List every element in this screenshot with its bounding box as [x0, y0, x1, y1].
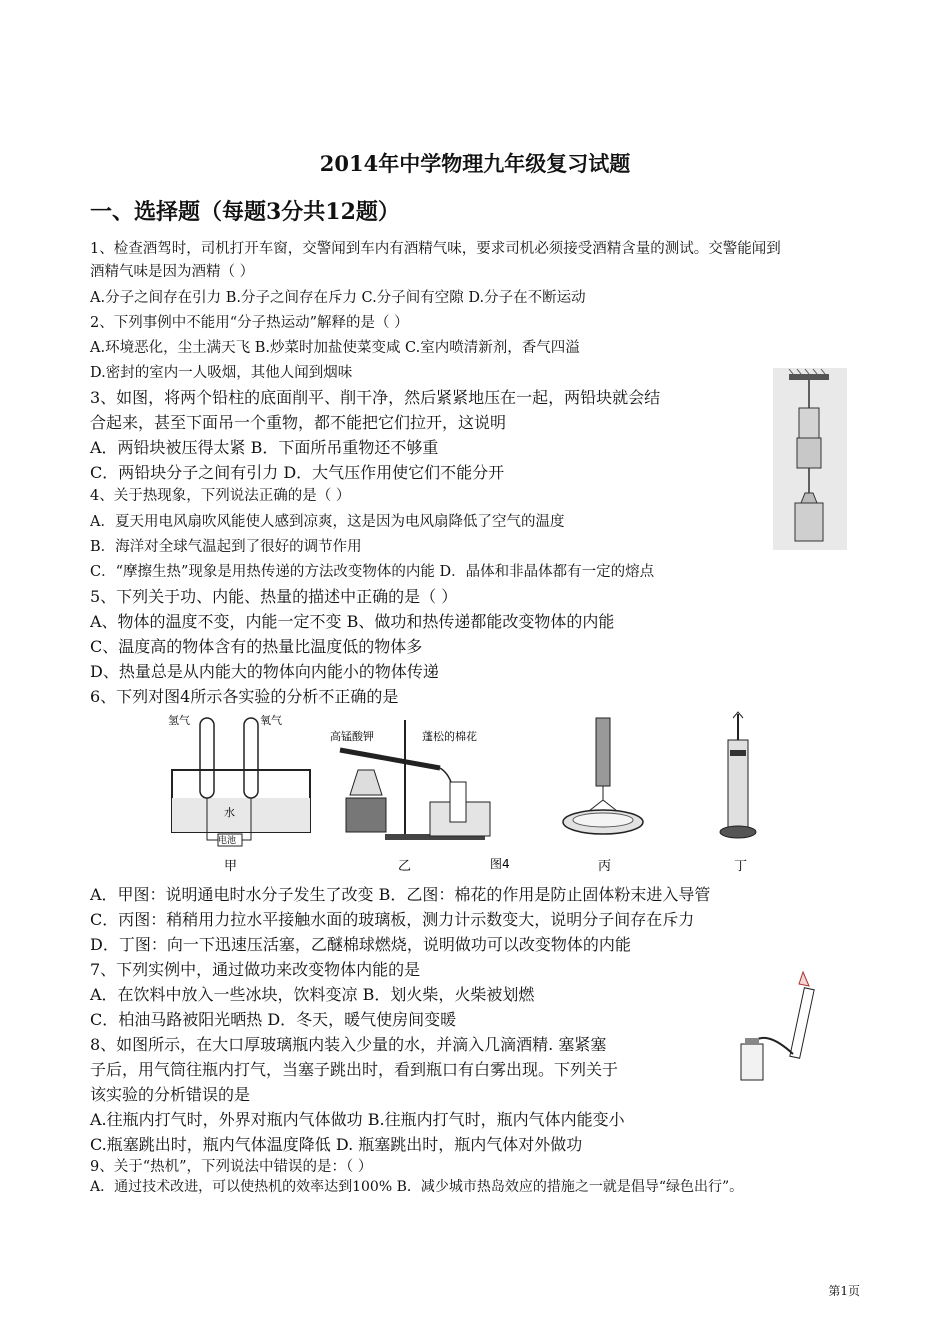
bottle-pump-figure [735, 968, 835, 1086]
q6-option-c: C．丙图：稍稍用力拉水平接触水面的玻璃板，测力计示数变大，说明分子间存在斥力 [90, 910, 695, 929]
label-hydrogen: 氢气 [168, 714, 190, 727]
page-number: 第1页 [828, 1284, 860, 1298]
q8-line-1: 8、如图所示，在大口厚玻璃瓶内装入少量的水，并滴入几滴酒精. 塞紧塞 [90, 1035, 607, 1054]
q5-option-c: C、温度高的物体含有的热量比温度低的物体多 [90, 637, 423, 656]
q3-line-1: 3、如图，将两个铅柱的底面削平、削干净，然后紧紧地压在一起，两铅块就会结 [90, 388, 661, 407]
q4-option-cd: C．“摩擦生热”现象是用热传递的方法改变物体的内能 D．晶体和非晶体都有一定的熔点 [90, 564, 655, 580]
q5-options-ab: A、物体的温度不变，内能一定不变 B、做功和热传递都能改变物体的内能 [90, 612, 615, 631]
q8-line-2: 子后，用气筒往瓶内打气，当塞子跳出时，看到瓶口有白雾出现。下列关于 [90, 1060, 619, 1079]
q7-options-cd: C．柏油马路被阳光晒热 D．冬天，暖气使房间变暖 [90, 1010, 457, 1029]
label-cotton: 蓬松的棉花 [422, 730, 477, 743]
q2-stem: 2、下列事例中不能用“分子热运动”解释的是（ ） [90, 315, 409, 331]
q8-options-cd: C.瓶塞跳出时，瓶内气体温度降低 D. 瓶塞跳出时，瓶内气体对外做功 [90, 1135, 583, 1154]
q9-stem: 9、关于“热机”，下列说法中错误的是：（ ） [90, 1159, 373, 1175]
q3-line-2: 合起来，甚至下面吊一个重物，都不能把它们拉开，这说明 [90, 413, 507, 432]
q1-options: A.分子之间存在引力 B.分子之间存在斥力 C.分子间有空隙 D.分子在不断运动 [90, 290, 586, 306]
label-yi: 乙 [398, 859, 412, 874]
q7-stem: 7、下列实例中，通过做功来改变物体内能的是 [90, 960, 421, 979]
q1-line-2: 酒精气味是因为酒精（ ） [90, 264, 255, 280]
label-bing: 丙 [598, 859, 612, 874]
q4-stem: 4、关于热现象，下列说法正确的是（ ） [90, 488, 351, 504]
label-water: 水 [224, 806, 235, 819]
section-heading: 一、选择题（每题3分共12题） [90, 199, 400, 225]
q4-option-a: A．夏天用电风扇吹风能使人感到凉爽，这是因为电风扇降低了空气的温度 [90, 514, 565, 530]
q6-option-ab: A．甲图：说明通电时水分子发生了改变 B．乙图：棉花的作用是防止固体粉末进入导管 [90, 885, 711, 904]
q1-line-1: 1、检查酒驾时，司机打开车窗，交警闻到车内有酒精气味，要求司机必须接受酒精含量的测试。交警能闻到 [90, 241, 781, 257]
label-kmno4: 高锰酸钾 [330, 730, 374, 743]
q3-options-1: A．两铅块被压得太紧 B．下面所吊重物还不够重 [90, 438, 439, 457]
q6-option-d: D．丁图：向一下迅速压活塞，乙醚棉球燃烧，说明做功可以改变物体的内能 [90, 935, 631, 954]
figure-bing-spring-balance [563, 718, 643, 874]
q5-option-d: D、热量总是从内能大的物体向内能小的物体传递 [90, 662, 439, 681]
label-jia: 甲 [224, 859, 238, 874]
label-battery: 电池 [218, 836, 237, 846]
q4-option-b: B．海洋对全球气温起到了很好的调节作用 [90, 539, 362, 555]
figure-4-caption: 图4 [490, 857, 510, 871]
q9-options-ab: A．通过技术改进，可以使热机的效率达到100% B．减少城市热岛效应的措施之一就是倡导“绿色出行”。 [90, 1179, 744, 1195]
q2-options-1: A.环境恶化，尘土满天飞 B.炒菜时加盐使菜变咸 C.室内喷清新剂，香气四溢 [90, 340, 580, 356]
page-title: 2014年中学物理九年级复习试题 [319, 151, 631, 176]
q3-options-2: C．两铅块分子之间有引力 D．大气压作用使它们不能分开 [90, 463, 505, 482]
label-oxygen: 氧气 [260, 714, 282, 727]
q5-stem: 5、下列关于功、内能、热量的描述中正确的是（ ） [90, 587, 458, 606]
q2-options-2: D.密封的室内一人吸烟，其他人闻到烟味 [90, 365, 353, 381]
figure-4 [160, 710, 800, 880]
figure-jia-electrolysis [168, 713, 310, 874]
q6-stem: 6、下列对图4所示各实验的分析不正确的是 [90, 687, 399, 706]
lead-cylinders-figure [773, 368, 847, 550]
q8-line-3: 该实验的分析错误的是 [90, 1085, 251, 1104]
q8-options-ab: A.往瓶内打气时，外界对瓶内气体做功 B.往瓶内打气时，瓶内气体内能变小 [90, 1110, 625, 1129]
q7-options-ab: A．在饮料中放入一些冰块，饮料变凉 B．划火柴，火柴被划燃 [90, 985, 535, 1004]
label-ding: 丁 [734, 859, 748, 874]
figure-ding-fire-syringe [720, 712, 756, 874]
figure-yi-heating [330, 720, 490, 874]
